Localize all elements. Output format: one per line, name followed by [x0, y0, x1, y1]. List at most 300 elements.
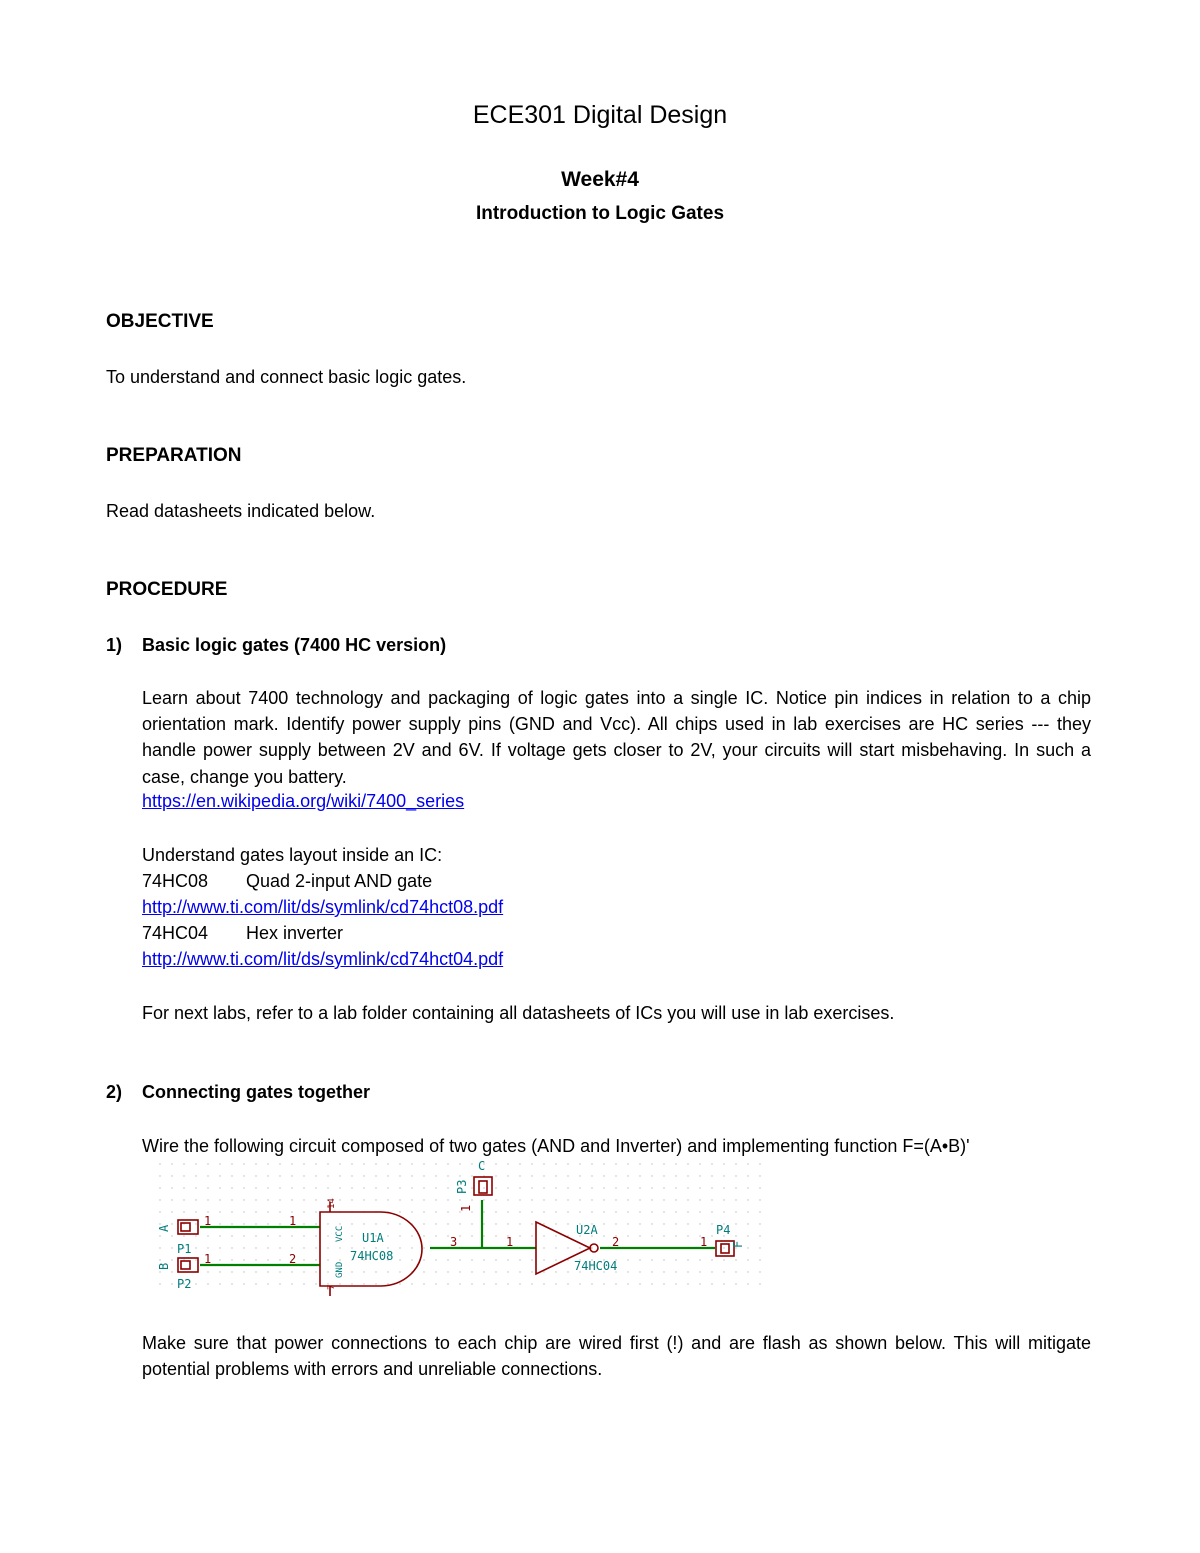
- grid-dot: [327, 1235, 328, 1236]
- grid-dot: [171, 1187, 172, 1188]
- grid-dot: [267, 1259, 268, 1260]
- grid-dot: [387, 1199, 388, 1200]
- grid-dot: [255, 1235, 256, 1236]
- grid-dot: [711, 1187, 712, 1188]
- grid-dot: [543, 1259, 544, 1260]
- grid-dot: [579, 1163, 580, 1164]
- grid-dot: [651, 1223, 652, 1224]
- grid-dot: [495, 1283, 496, 1284]
- grid-dot: [747, 1271, 748, 1272]
- grid-dot: [159, 1271, 160, 1272]
- grid-dot: [555, 1163, 556, 1164]
- grid-dot: [639, 1271, 640, 1272]
- grid-dot: [543, 1223, 544, 1224]
- grid-dot: [495, 1175, 496, 1176]
- grid-dot: [315, 1235, 316, 1236]
- grid-dot: [255, 1211, 256, 1212]
- grid-dot: [663, 1163, 664, 1164]
- grid-dot: [663, 1187, 664, 1188]
- grid-dot: [603, 1175, 604, 1176]
- grid-dot: [687, 1283, 688, 1284]
- grid-dot: [411, 1187, 412, 1188]
- grid-dot: [699, 1223, 700, 1224]
- grid-dot: [387, 1175, 388, 1176]
- item-1-paragraph: Learn about 7400 technology and packaging of logic gates into a single IC. Notice pin indices in relation to a chip orientation mark. Identify power supply pins (GND and Vcc). All chips used in lab exercises are HC series --- they handle power supply between 2V and 6V. If voltage gets closer to 2V, your circuits will start misbehaving. In such a case, change you battery.: [142, 688, 1091, 787]
- grid-dot: [219, 1187, 220, 1188]
- grid-dot: [759, 1187, 760, 1188]
- grid-dot: [435, 1211, 436, 1212]
- grid-dot: [327, 1175, 328, 1176]
- grid-dot: [315, 1175, 316, 1176]
- grid-dot: [243, 1211, 244, 1212]
- grid-dot: [675, 1283, 676, 1284]
- grid-dot: [507, 1283, 508, 1284]
- grid-dot: [327, 1259, 328, 1260]
- chip-code: 74HC04: [142, 923, 209, 943]
- grid-dot: [519, 1283, 520, 1284]
- grid-dot: [663, 1223, 664, 1224]
- grid-dot: [759, 1163, 760, 1164]
- grid-dot: [315, 1271, 316, 1272]
- grid-dot: [591, 1283, 592, 1284]
- grid-dot: [759, 1271, 760, 1272]
- grid-dot: [495, 1187, 496, 1188]
- grid-dot: [195, 1223, 196, 1224]
- grid-dot: [171, 1247, 172, 1248]
- datasheets-note: For next labs, refer to a lab folder containing all datasheets of ICs you will use in lab exercises.: [142, 1003, 895, 1023]
- grid-dot: [231, 1259, 232, 1260]
- grid-dot: [291, 1247, 292, 1248]
- grid-dot: [759, 1247, 760, 1248]
- grid-dot: [279, 1259, 280, 1260]
- grid-dot: [255, 1271, 256, 1272]
- grid-dot: [171, 1259, 172, 1260]
- grid-dot: [675, 1223, 676, 1224]
- grid-dot: [747, 1259, 748, 1260]
- grid-dot: [615, 1187, 616, 1188]
- grid-dot: [531, 1259, 532, 1260]
- label-u2a-part: 74HC04: [574, 1259, 618, 1273]
- grid-dot: [651, 1163, 652, 1164]
- grid-dot: [219, 1283, 220, 1284]
- grid-dot: [543, 1247, 544, 1248]
- grid-dot: [675, 1235, 676, 1236]
- pin-p4-1: 1: [700, 1235, 708, 1249]
- grid-dot: [363, 1163, 364, 1164]
- grid-dot: [747, 1163, 748, 1164]
- grid-dot: [507, 1259, 508, 1260]
- grid-dot: [255, 1247, 256, 1248]
- grid-dot: [711, 1259, 712, 1260]
- grid-dot: [339, 1259, 340, 1260]
- grid-dot: [675, 1259, 676, 1260]
- grid-dot: [267, 1247, 268, 1248]
- grid-dot: [447, 1175, 448, 1176]
- grid-dot: [663, 1175, 664, 1176]
- grid-dot: [627, 1259, 628, 1260]
- item-2-heading: [106, 1082, 370, 1103]
- item-1-number: 1): [106, 635, 123, 655]
- grid-dot: [687, 1235, 688, 1236]
- grid-dot: [351, 1199, 352, 1200]
- document-title: ECE301 Digital Design: [472, 101, 728, 129]
- grid-dot: [519, 1163, 520, 1164]
- grid-dot: [747, 1199, 748, 1200]
- grid-dot: [495, 1163, 496, 1164]
- grid-dot: [555, 1211, 556, 1212]
- grid-dot: [171, 1271, 172, 1272]
- grid-dot: [399, 1283, 400, 1284]
- grid-dot: [519, 1175, 520, 1176]
- grid-dot: [339, 1247, 340, 1248]
- label-a: A: [157, 1224, 171, 1232]
- grid-dot: [363, 1187, 364, 1188]
- grid-dot: [651, 1235, 652, 1236]
- grid-dot: [711, 1271, 712, 1272]
- grid-dot: [699, 1271, 700, 1272]
- grid-dot: [243, 1283, 244, 1284]
- grid-dot: [639, 1175, 640, 1176]
- grid-dot: [759, 1175, 760, 1176]
- grid-dot: [315, 1187, 316, 1188]
- grid-dot: [519, 1271, 520, 1272]
- grid-dot: [663, 1259, 664, 1260]
- grid-dot: [243, 1271, 244, 1272]
- label-c: C: [478, 1159, 486, 1173]
- grid-dot: [399, 1187, 400, 1188]
- grid-dot: [159, 1235, 160, 1236]
- datasheet-74hc08-link[interactable]: http://www.ti.com/lit/ds/symlink/cd74hct08.pdf: [142, 897, 504, 917]
- grid-dot: [735, 1175, 736, 1176]
- grid-dot: [627, 1271, 628, 1272]
- grid-dot: [279, 1271, 280, 1272]
- grid-dot: [399, 1199, 400, 1200]
- grid-dot: [507, 1211, 508, 1212]
- grid-dot: [747, 1175, 748, 1176]
- grid-dot: [627, 1163, 628, 1164]
- chip-row-74hc04: [142, 923, 343, 944]
- grid-dot: [723, 1283, 724, 1284]
- grid-dot: [363, 1199, 364, 1200]
- pin-u1a-2: 2: [289, 1252, 297, 1266]
- grid-dot: [567, 1283, 568, 1284]
- grid-dot: [699, 1283, 700, 1284]
- item-1-title: Basic logic gates (7400 HC version): [142, 635, 447, 655]
- grid-dot: [735, 1163, 736, 1164]
- grid-dot: [243, 1247, 244, 1248]
- grid-dot: [567, 1163, 568, 1164]
- pin-vcc-14: 14: [327, 1198, 337, 1209]
- grid-dot: [483, 1199, 484, 1200]
- grid-dot: [303, 1211, 304, 1212]
- grid-dot: [255, 1199, 256, 1200]
- grid-dot: [471, 1175, 472, 1176]
- document-subtitle: Introduction to Logic Gates: [475, 203, 725, 224]
- grid-dot: [591, 1175, 592, 1176]
- grid-dot: [351, 1235, 352, 1236]
- grid-dot: [651, 1175, 652, 1176]
- grid-dot: [423, 1271, 424, 1272]
- grid-dot: [699, 1259, 700, 1260]
- grid-dot: [711, 1199, 712, 1200]
- grid-dot: [171, 1175, 172, 1176]
- label-u1a-part: 74HC08: [350, 1249, 394, 1263]
- grid-dot: [519, 1199, 520, 1200]
- grid-dot: [555, 1283, 556, 1284]
- grid-dot: [459, 1199, 460, 1200]
- grid-dot: [603, 1223, 604, 1224]
- grid-dot: [555, 1175, 556, 1176]
- grid-dot: [603, 1211, 604, 1212]
- grid-dot: [447, 1235, 448, 1236]
- grid-dot: [483, 1211, 484, 1212]
- grid-dot: [591, 1211, 592, 1212]
- grid-dot: [447, 1271, 448, 1272]
- grid-dot: [351, 1163, 352, 1164]
- grid-dot: [231, 1163, 232, 1164]
- grid-dot: [195, 1199, 196, 1200]
- grid-dot: [663, 1235, 664, 1236]
- grid-dot: [567, 1223, 568, 1224]
- label-p2: P2: [177, 1277, 192, 1291]
- grid-dot: [735, 1235, 736, 1236]
- grid-dot: [363, 1175, 364, 1176]
- grid-dot: [315, 1211, 316, 1212]
- grid-dot: [447, 1283, 448, 1284]
- grid-dot: [543, 1235, 544, 1236]
- grid-dot: [255, 1163, 256, 1164]
- grid-dot: [291, 1187, 292, 1188]
- grid-dot: [663, 1199, 664, 1200]
- grid-dot: [711, 1163, 712, 1164]
- grid-dot: [543, 1283, 544, 1284]
- grid-dot: [327, 1247, 328, 1248]
- grid-dot: [663, 1211, 664, 1212]
- grid-dot: [255, 1259, 256, 1260]
- grid-dot: [687, 1259, 688, 1260]
- grid-dot: [183, 1199, 184, 1200]
- grid-dot: [507, 1223, 508, 1224]
- grid-dot: [459, 1235, 460, 1236]
- grid-dot: [291, 1235, 292, 1236]
- grid-dot: [423, 1199, 424, 1200]
- grid-dot: [735, 1187, 736, 1188]
- grid-dot: [495, 1235, 496, 1236]
- grid-dot: [171, 1199, 172, 1200]
- chip-code: 74HC08: [142, 871, 209, 891]
- grid-dot: [207, 1187, 208, 1188]
- grid-dot: [639, 1187, 640, 1188]
- grid-dot: [303, 1187, 304, 1188]
- grid-dot: [651, 1199, 652, 1200]
- grid-dot: [303, 1223, 304, 1224]
- grid-dot: [687, 1175, 688, 1176]
- grid-dot: [651, 1187, 652, 1188]
- grid-dot: [243, 1259, 244, 1260]
- grid-dot: [615, 1223, 616, 1224]
- grid-dot: [243, 1235, 244, 1236]
- grid-dot: [519, 1211, 520, 1212]
- objective-heading: OBJECTIVE: [106, 311, 214, 332]
- grid-dot: [507, 1199, 508, 1200]
- grid-dot: [627, 1235, 628, 1236]
- grid-dot: [375, 1187, 376, 1188]
- grid-dot: [759, 1199, 760, 1200]
- grid-dot: [171, 1163, 172, 1164]
- grid-dot: [471, 1163, 472, 1164]
- grid-dot: [303, 1199, 304, 1200]
- grid-dot: [459, 1259, 460, 1260]
- grid-dot: [423, 1283, 424, 1284]
- grid-dot: [267, 1199, 268, 1200]
- grid-dot: [627, 1283, 628, 1284]
- grid-dot: [531, 1211, 532, 1212]
- grid-dot: [495, 1199, 496, 1200]
- grid-dot: [471, 1223, 472, 1224]
- grid-dot: [519, 1187, 520, 1188]
- grid-dot: [507, 1163, 508, 1164]
- grid-dot: [459, 1223, 460, 1224]
- grid-dot: [579, 1199, 580, 1200]
- grid-dot: [315, 1283, 316, 1284]
- grid-dot: [231, 1235, 232, 1236]
- grid-dot: [567, 1271, 568, 1272]
- grid-dot: [267, 1175, 268, 1176]
- label-p3: P3: [455, 1179, 469, 1194]
- grid-dot: [615, 1175, 616, 1176]
- grid-dot: [723, 1259, 724, 1260]
- grid-dot: [327, 1163, 328, 1164]
- grid-dot: [447, 1211, 448, 1212]
- part-labels: [157, 1159, 745, 1291]
- grid-dot: [651, 1271, 652, 1272]
- grid-dot: [531, 1283, 532, 1284]
- grid-dot: [747, 1247, 748, 1248]
- grid-dot: [219, 1247, 220, 1248]
- grid-dot: [435, 1235, 436, 1236]
- grid-dot: [399, 1223, 400, 1224]
- datasheet-74hc04-link[interactable]: http://www.ti.com/lit/ds/symlink/cd74hct04.pdf: [142, 949, 504, 969]
- grid-dot: [159, 1259, 160, 1260]
- grid-dot: [387, 1163, 388, 1164]
- grid-dot: [747, 1283, 748, 1284]
- grid-dot: [675, 1271, 676, 1272]
- grid-dot: [159, 1187, 160, 1188]
- label-p1: P1: [177, 1242, 192, 1256]
- grid-dot: [579, 1211, 580, 1212]
- grid-dot: [207, 1175, 208, 1176]
- preparation-heading: PREPARATION: [106, 445, 242, 466]
- grid-dot: [723, 1175, 724, 1176]
- grid-dot: [687, 1271, 688, 1272]
- grid-dot: [399, 1211, 400, 1212]
- grid-dot: [687, 1199, 688, 1200]
- grid-dot: [231, 1271, 232, 1272]
- pin-u1a-3: 3: [450, 1235, 458, 1249]
- grid-dot: [231, 1187, 232, 1188]
- grid-dot: [723, 1247, 724, 1248]
- grid-dot: [423, 1211, 424, 1212]
- grid-dot: [327, 1187, 328, 1188]
- grid-dot: [639, 1199, 640, 1200]
- grid-dot: [483, 1283, 484, 1284]
- grid-dot: [267, 1187, 268, 1188]
- procedure-heading: PROCEDURE: [106, 579, 228, 600]
- grid-dot: [411, 1163, 412, 1164]
- grid-dot: [639, 1163, 640, 1164]
- label-u1a: U1A: [362, 1231, 384, 1245]
- grid-dot: [435, 1187, 436, 1188]
- grid-dot: [387, 1283, 388, 1284]
- grid-dot: [267, 1223, 268, 1224]
- chip-desc: Quad 2-input AND gate: [246, 871, 433, 891]
- grid-dot: [423, 1223, 424, 1224]
- grid-dot: [339, 1223, 340, 1224]
- grid-dot: [723, 1187, 724, 1188]
- grid-dot: [603, 1235, 604, 1236]
- grid-dot: [675, 1211, 676, 1212]
- grid-dot: [159, 1175, 160, 1176]
- grid-dot: [231, 1223, 232, 1224]
- grid-dot: [483, 1271, 484, 1272]
- grid-dot: [207, 1211, 208, 1212]
- grid-dot: [255, 1223, 256, 1224]
- label-u2a: U2A: [576, 1223, 598, 1237]
- grid-dot: [591, 1199, 592, 1200]
- grid-dot: [315, 1247, 316, 1248]
- grid-dot: [183, 1175, 184, 1176]
- grid-dot: [243, 1175, 244, 1176]
- grid-dot: [399, 1247, 400, 1248]
- grid-dot: [495, 1259, 496, 1260]
- grid-dot: [555, 1223, 556, 1224]
- grid-dot: [579, 1247, 580, 1248]
- grid-dot: [231, 1283, 232, 1284]
- grid-dot: [219, 1163, 220, 1164]
- grid-dot: [459, 1271, 460, 1272]
- chip-row-74hc08: [142, 871, 432, 892]
- grid-dot: [483, 1235, 484, 1236]
- grid-dot: [375, 1163, 376, 1164]
- grid-dot: [543, 1187, 544, 1188]
- grid-dot: [759, 1235, 760, 1236]
- grid-dot: [759, 1211, 760, 1212]
- grid-dot: [363, 1223, 364, 1224]
- grid-dot: [555, 1247, 556, 1248]
- grid-dot: [543, 1163, 544, 1164]
- grid-dot: [483, 1223, 484, 1224]
- grid-dot: [279, 1199, 280, 1200]
- grid-dot: [555, 1199, 556, 1200]
- wiki-7400-link[interactable]: https://en.wikipedia.org/wiki/7400_series: [142, 791, 465, 811]
- grid-dot: [579, 1283, 580, 1284]
- grid-dot: [627, 1211, 628, 1212]
- grid-dot: [495, 1271, 496, 1272]
- grid-dot: [243, 1199, 244, 1200]
- circuit-schematic: [150, 1150, 780, 1300]
- grid-dot: [543, 1175, 544, 1176]
- grid-dot: [735, 1199, 736, 1200]
- grid-dot: [447, 1199, 448, 1200]
- grid-dot: [519, 1235, 520, 1236]
- grid-dot: [507, 1187, 508, 1188]
- grid-dot: [531, 1163, 532, 1164]
- grid-dot: [399, 1163, 400, 1164]
- grid-dot: [735, 1271, 736, 1272]
- grid-dot: [219, 1271, 220, 1272]
- grid-dot: [507, 1175, 508, 1176]
- grid-dot: [171, 1211, 172, 1212]
